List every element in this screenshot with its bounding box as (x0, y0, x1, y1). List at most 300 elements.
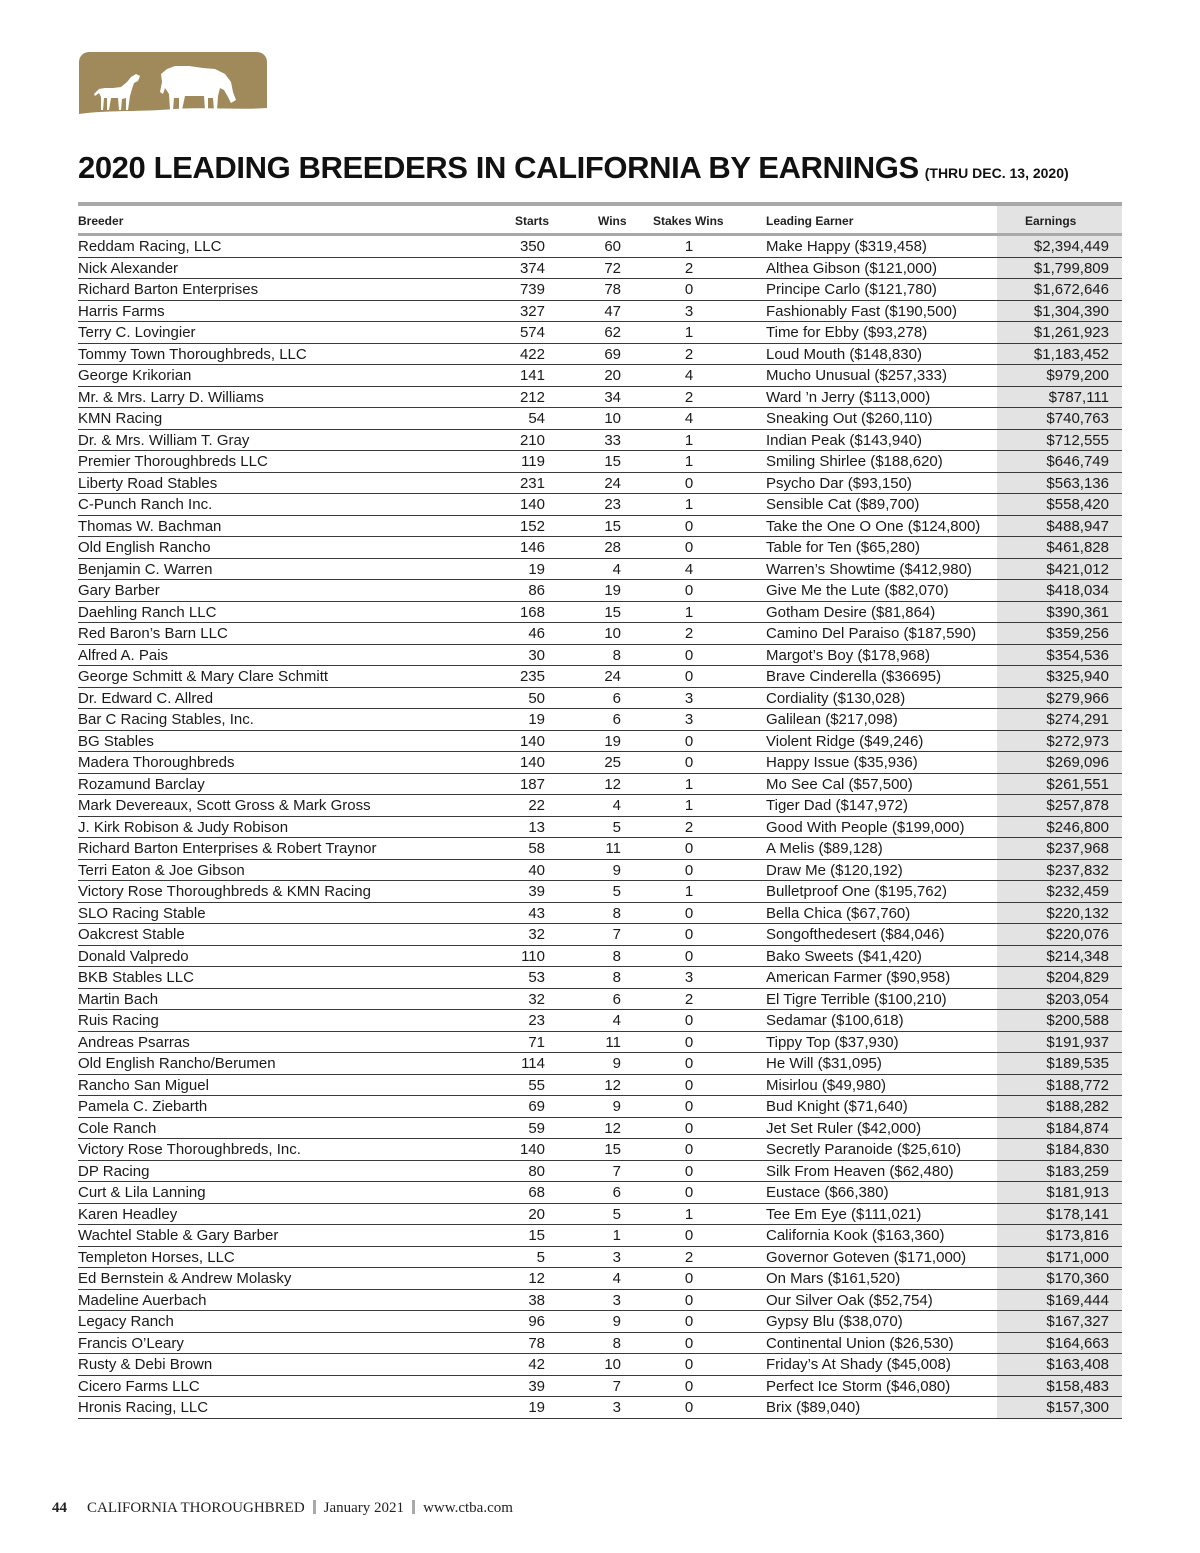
cell-breeder: Wachtel Stable & Gary Barber (78, 1227, 279, 1244)
cell-stakes-wins: 0 (684, 1033, 694, 1051)
cell-leading-earner: Sneaking Out ($260,110) (766, 410, 933, 427)
table-row (78, 903, 1122, 925)
cell-leading-earner: Mucho Unusual ($257,333) (766, 367, 947, 384)
table-row (78, 322, 1122, 344)
cell-breeder: Richard Barton Enterprises (78, 281, 259, 298)
cell-starts: 146 (519, 539, 545, 556)
cell-leading-earner: Tippy Top ($37,930) (766, 1033, 899, 1051)
table-row (78, 1290, 1122, 1312)
cell-earnings: $558,420 (1046, 496, 1109, 513)
cell-starts: 32 (528, 990, 545, 1008)
cell-wins: 12 (604, 1076, 621, 1094)
cell-breeder: Victory Rose Thoroughbreds & KMN Racing (78, 883, 371, 900)
cell-earnings: $158,483 (1046, 1377, 1109, 1395)
cell-leading-earner: Secretly Paranoide ($25,610) (766, 1141, 962, 1158)
cell-wins: 11 (605, 840, 621, 857)
header-earnings: Earnings (1025, 214, 1077, 228)
cell-earnings: $2,394,449 (1033, 238, 1109, 255)
cell-stakes-wins: 1 (684, 797, 694, 814)
cell-earnings: $461,828 (1046, 539, 1109, 556)
cell-wins: 9 (612, 1313, 621, 1330)
breeders-table (78, 202, 1122, 1419)
cell-stakes-wins: 1 (684, 603, 694, 621)
cell-stakes-wins: 0 (684, 1012, 694, 1029)
cell-stakes-wins: 2 (684, 345, 694, 363)
cell-leading-earner: Principe Carlo ($121,780) (766, 281, 937, 298)
cell-earnings: $272,973 (1046, 732, 1109, 750)
cell-leading-earner: Happy Issue ($35,936) (766, 754, 918, 771)
table-row (78, 1096, 1122, 1118)
cell-starts: 59 (528, 1119, 545, 1137)
cell-breeder: Hronis Racing, LLC (78, 1399, 209, 1416)
cell-stakes-wins: 0 (684, 646, 694, 664)
table-row (78, 1182, 1122, 1204)
cell-stakes-wins: 3 (684, 969, 694, 986)
cell-wins: 69 (604, 345, 621, 363)
cell-breeder: Madeline Auerbach (78, 1291, 207, 1309)
cell-starts: 46 (528, 625, 545, 642)
cell-wins: 24 (604, 474, 621, 492)
header-leading-earner: Leading Earner (766, 214, 854, 228)
cell-starts: 231 (519, 474, 545, 492)
cell-breeder: Victory Rose Thoroughbreds, Inc. (78, 1141, 301, 1158)
cell-earnings: $184,830 (1046, 1141, 1109, 1158)
cell-leading-earner: Continental Union ($26,530) (766, 1334, 954, 1352)
table-row (78, 365, 1122, 387)
cell-leading-earner: Bud Knight ($71,640) (766, 1098, 908, 1115)
cell-breeder: Reddam Racing, LLC (78, 238, 222, 255)
cell-stakes-wins: 2 (684, 818, 694, 836)
cell-starts: 50 (528, 689, 545, 707)
table-row (78, 795, 1122, 817)
cell-wins: 15 (604, 603, 621, 621)
cell-breeder: George Schmitt & Mary Clare Schmitt (78, 668, 329, 685)
cell-starts: 212 (519, 388, 545, 406)
cell-starts: 69 (528, 1098, 545, 1115)
cell-starts: 13 (528, 818, 545, 836)
table-row (78, 494, 1122, 516)
cell-leading-earner: Perfect Ice Storm ($46,080) (766, 1377, 951, 1395)
cell-starts: 53 (528, 969, 545, 986)
cell-wins: 8 (612, 1334, 621, 1352)
cell-earnings: $712,555 (1046, 431, 1109, 449)
cell-earnings: $488,947 (1046, 517, 1109, 535)
cell-leading-earner: On Mars ($161,520) (766, 1270, 901, 1287)
table-row (78, 258, 1122, 280)
cell-stakes-wins: 0 (684, 904, 694, 922)
table-row (78, 1161, 1122, 1183)
cell-breeder: Harris Farms (78, 302, 165, 320)
cell-wins: 10 (604, 625, 621, 642)
cell-breeder: Bar C Racing Stables, Inc. (78, 711, 254, 728)
cell-leading-earner: Eustace ($66,380) (766, 1184, 889, 1201)
cell-leading-earner: Misirlou ($49,980) (766, 1076, 887, 1094)
cell-wins: 8 (612, 646, 621, 664)
cell-leading-earner: Table for Ten ($65,280) (766, 539, 920, 556)
table-row (78, 1010, 1122, 1032)
cell-leading-earner: Althea Gibson ($121,000) (766, 259, 937, 277)
cell-leading-earner: Sedamar ($100,618) (766, 1012, 904, 1029)
cell-starts: 55 (528, 1076, 545, 1094)
cell-stakes-wins: 0 (684, 1184, 694, 1201)
cell-breeder: Karen Headley (78, 1205, 178, 1223)
cell-stakes-wins: 0 (684, 1119, 694, 1137)
cell-stakes-wins: 0 (684, 926, 694, 943)
cell-earnings: $189,535 (1046, 1055, 1109, 1072)
cell-earnings: $390,361 (1046, 603, 1109, 621)
cell-leading-earner: Tiger Dad ($147,972) (766, 797, 909, 814)
cell-earnings: $157,300 (1046, 1399, 1109, 1416)
cell-leading-earner: Galilean ($217,098) (766, 711, 898, 728)
cell-starts: 96 (528, 1313, 545, 1330)
cell-earnings: $214,348 (1046, 947, 1109, 965)
cell-starts: 86 (528, 582, 545, 599)
cell-earnings: $359,256 (1046, 625, 1109, 642)
cell-starts: 5 (536, 1248, 545, 1266)
cell-stakes-wins: 2 (684, 990, 694, 1008)
cell-earnings: $191,937 (1046, 1033, 1109, 1051)
cell-stakes-wins: 0 (684, 754, 694, 771)
table-row (78, 408, 1122, 430)
cell-starts: 54 (528, 410, 545, 427)
cell-starts: 43 (528, 904, 545, 922)
cell-earnings: $1,799,809 (1033, 259, 1109, 277)
cell-earnings: $979,200 (1046, 367, 1109, 384)
cell-breeder: Rozamund Barclay (78, 775, 205, 793)
cell-stakes-wins: 1 (684, 453, 694, 470)
table-row (78, 666, 1122, 688)
table-row (78, 1397, 1122, 1419)
table-row (78, 1333, 1122, 1355)
cell-earnings: $220,132 (1046, 904, 1109, 922)
cell-breeder: DP Racing (78, 1162, 150, 1180)
header-breeder: Breeder (78, 214, 124, 228)
cell-wins: 6 (612, 990, 621, 1008)
cell-breeder: Red Baron’s Barn LLC (78, 625, 228, 642)
cell-breeder: Old English Rancho/Berumen (78, 1055, 276, 1072)
cell-leading-earner: Make Happy ($319,458) (766, 238, 927, 255)
cell-stakes-wins: 0 (684, 1291, 694, 1309)
cell-stakes-wins: 0 (684, 1356, 694, 1373)
table-row (78, 752, 1122, 774)
cell-leading-earner: Good With People ($199,000) (766, 818, 965, 836)
cell-wins: 12 (604, 1119, 621, 1137)
cell-starts: 71 (528, 1033, 545, 1051)
table-row (78, 1311, 1122, 1333)
cell-leading-earner: Sensible Cat ($89,700) (766, 496, 920, 513)
cell-breeder: Rancho San Miguel (78, 1076, 209, 1094)
cell-starts: 19 (528, 560, 545, 578)
cell-earnings: $183,259 (1046, 1162, 1109, 1180)
cell-wins: 72 (604, 259, 621, 277)
cell-stakes-wins: 4 (684, 410, 694, 427)
cell-leading-earner: Jet Set Ruler ($42,000) (766, 1119, 922, 1137)
footer-divider (412, 1500, 415, 1514)
cell-wins: 4 (612, 1270, 621, 1287)
issue-date: January 2021 (323, 1500, 405, 1516)
table-row (78, 1247, 1122, 1269)
cell-stakes-wins: 0 (684, 517, 694, 535)
cell-starts: 574 (519, 324, 545, 341)
cell-wins: 20 (604, 367, 621, 384)
cell-starts: 152 (519, 517, 545, 535)
cell-breeder: Donald Valpredo (78, 947, 189, 965)
cell-starts: 12 (528, 1270, 545, 1287)
table-row (78, 473, 1122, 495)
cell-starts: 19 (528, 1399, 545, 1416)
cell-breeder: Daehling Ranch LLC (78, 603, 217, 621)
cell-stakes-wins: 0 (684, 732, 694, 750)
cell-breeder: Cicero Farms LLC (78, 1377, 200, 1395)
cell-starts: 140 (519, 754, 545, 771)
cell-wins: 4 (612, 560, 621, 578)
cell-stakes-wins: 3 (684, 302, 694, 320)
cell-breeder: Curt & Lila Lanning (78, 1184, 206, 1201)
cell-stakes-wins: 1 (684, 324, 694, 341)
cell-starts: 30 (528, 646, 545, 664)
cell-wins: 15 (604, 453, 621, 470)
table-row (78, 838, 1122, 860)
cell-wins: 34 (604, 388, 621, 406)
cell-starts: 422 (519, 345, 545, 363)
cell-breeder: Mr. & Mrs. Larry D. Williams (78, 388, 264, 406)
cell-leading-earner: Brix ($89,040) (766, 1399, 861, 1416)
cell-stakes-wins: 0 (684, 1313, 694, 1330)
table-row (78, 1032, 1122, 1054)
table-body (78, 236, 1122, 1419)
cell-stakes-wins: 0 (684, 1055, 694, 1072)
table-row (78, 451, 1122, 473)
cell-wins: 47 (604, 302, 621, 320)
cell-leading-earner: Friday’s At Shady ($45,008) (766, 1356, 951, 1373)
cell-earnings: $188,282 (1046, 1098, 1109, 1115)
table-row (78, 645, 1122, 667)
cell-breeder: BG Stables (78, 732, 154, 750)
cell-starts: 141 (519, 367, 545, 384)
cell-breeder: Richard Barton Enterprises & Robert Traynor (78, 840, 377, 857)
cell-wins: 6 (612, 689, 621, 707)
table-row (78, 1376, 1122, 1398)
table-row (78, 1268, 1122, 1290)
cell-earnings: $181,913 (1046, 1184, 1109, 1201)
cell-leading-earner: Gypsy Blu ($38,070) (766, 1313, 903, 1330)
cell-earnings: $646,749 (1046, 453, 1109, 470)
table-row (78, 881, 1122, 903)
cell-breeder: Alfred A. Pais (78, 646, 169, 664)
cell-earnings: $354,536 (1046, 646, 1109, 664)
cell-wins: 3 (612, 1248, 621, 1266)
header-starts: Starts (515, 214, 550, 228)
cell-earnings: $325,940 (1046, 668, 1109, 685)
cell-stakes-wins: 0 (684, 582, 694, 599)
cell-leading-earner: Give Me the Lute ($82,070) (766, 582, 949, 599)
table-row (78, 279, 1122, 301)
table-row (78, 387, 1122, 409)
cell-stakes-wins: 1 (684, 775, 694, 793)
cell-leading-earner: Our Silver Oak ($52,754) (766, 1291, 933, 1309)
cell-earnings: $421,012 (1046, 560, 1109, 578)
cell-stakes-wins: 0 (684, 1377, 694, 1395)
ctba-logo (79, 52, 267, 118)
cell-earnings: $173,816 (1046, 1227, 1109, 1244)
cell-wins: 15 (604, 1141, 621, 1158)
cell-leading-earner: Psycho Dar ($93,150) (766, 474, 912, 492)
cell-leading-earner: Bella Chica ($67,760) (766, 904, 911, 922)
cell-wins: 9 (612, 1055, 621, 1072)
cell-breeder: Premier Thoroughbreds LLC (78, 453, 268, 470)
cell-earnings: $163,408 (1046, 1356, 1109, 1373)
cell-wins: 62 (604, 324, 621, 341)
cell-starts: 32 (528, 926, 545, 943)
table-row (78, 1118, 1122, 1140)
website-link[interactable]: www.ctba.com (423, 1500, 513, 1516)
cell-leading-earner: Gotham Desire ($81,864) (766, 603, 936, 621)
cell-breeder: Oakcrest Stable (78, 926, 185, 943)
cell-stakes-wins: 2 (684, 388, 694, 406)
cell-starts: 110 (521, 947, 545, 965)
cell-wins: 8 (612, 904, 621, 922)
cell-stakes-wins: 2 (684, 1248, 694, 1266)
cell-wins: 5 (612, 818, 621, 836)
cell-starts: 350 (519, 238, 545, 255)
cell-breeder: Francis O’Leary (78, 1334, 184, 1352)
cell-starts: 23 (528, 1012, 545, 1029)
cell-earnings: $563,136 (1046, 474, 1109, 492)
table-row (78, 709, 1122, 731)
cell-wins: 19 (604, 582, 621, 599)
cell-earnings: $188,772 (1046, 1076, 1109, 1094)
cell-starts: 235 (519, 668, 545, 685)
cell-stakes-wins: 0 (684, 281, 694, 298)
cell-stakes-wins: 0 (684, 1098, 694, 1115)
cell-wins: 12 (604, 775, 621, 793)
cell-breeder: C-Punch Ranch Inc. (78, 496, 213, 513)
cell-breeder: J. Kirk Robison & Judy Robison (78, 818, 289, 836)
cell-leading-earner: Warren’s Showtime ($412,980) (766, 560, 972, 578)
cell-breeder: Pamela C. Ziebarth (78, 1098, 208, 1115)
table-row (78, 623, 1122, 645)
cell-wins: 11 (605, 1033, 621, 1051)
cell-wins: 5 (612, 883, 621, 900)
cell-stakes-wins: 0 (684, 539, 694, 556)
cell-starts: 210 (519, 431, 545, 449)
cell-leading-earner: Tee Em Eye ($111,021) (766, 1205, 922, 1223)
cell-breeder: Legacy Ranch (78, 1313, 174, 1330)
cell-stakes-wins: 3 (684, 711, 694, 728)
cell-breeder: Thomas W. Bachman (78, 517, 222, 535)
cell-starts: 58 (528, 840, 545, 857)
cell-leading-earner: Governor Goteven ($171,000) (766, 1248, 967, 1266)
cell-breeder: Benjamin C. Warren (78, 560, 213, 578)
cell-leading-earner: Time for Ebby ($93,278) (766, 324, 928, 341)
cell-earnings: $237,832 (1046, 861, 1109, 879)
cell-wins: 78 (604, 281, 621, 298)
cell-stakes-wins: 0 (684, 1076, 694, 1094)
cell-leading-earner: Camino Del Paraiso ($187,590) (766, 625, 977, 642)
cell-starts: 119 (521, 453, 545, 470)
cell-wins: 24 (604, 668, 621, 685)
cell-breeder: Dr. Edward C. Allred (78, 689, 214, 707)
cell-earnings: $1,183,452 (1033, 345, 1109, 363)
cell-leading-earner: Fashionably Fast ($190,500) (766, 302, 957, 320)
cell-leading-earner: Cordiality ($130,028) (766, 689, 906, 707)
title-date-range: (THRU DEC. 13, 2020) (924, 165, 1069, 181)
cell-starts: 78 (528, 1334, 545, 1352)
table-row (78, 1225, 1122, 1247)
cell-earnings: $169,444 (1046, 1291, 1109, 1309)
cell-wins: 7 (612, 1162, 621, 1180)
cell-starts: 68 (528, 1184, 545, 1201)
cell-wins: 10 (604, 1356, 621, 1373)
cell-starts: 140 (519, 732, 545, 750)
cell-wins: 7 (612, 1377, 621, 1395)
table-row (78, 860, 1122, 882)
table-row (78, 817, 1122, 839)
cell-stakes-wins: 0 (684, 840, 694, 857)
header-wins: Wins (598, 214, 627, 228)
cell-stakes-wins: 0 (684, 861, 694, 879)
cell-earnings: $269,096 (1046, 754, 1109, 771)
mare-and-foal-icon (79, 52, 267, 118)
table-row (78, 731, 1122, 753)
cell-earnings: $279,966 (1046, 689, 1109, 707)
cell-breeder: Nick Alexander (78, 259, 179, 277)
cell-stakes-wins: 0 (684, 1141, 694, 1158)
table-row (78, 430, 1122, 452)
cell-stakes-wins: 0 (684, 1270, 694, 1287)
table-row (78, 580, 1122, 602)
cell-leading-earner: El Tigre Terrible ($100,210) (766, 990, 947, 1008)
cell-leading-earner: Violent Ridge ($49,246) (766, 732, 924, 750)
page-footer (52, 1500, 513, 1517)
cell-earnings: $274,291 (1046, 711, 1109, 728)
cell-leading-earner: Smiling Shirlee ($188,620) (766, 453, 943, 470)
cell-earnings: $237,968 (1046, 840, 1109, 857)
cell-starts: 374 (519, 259, 545, 277)
cell-starts: 39 (528, 1377, 545, 1395)
header-stakes-wins: Stakes Wins (653, 214, 724, 228)
table-row (78, 1075, 1122, 1097)
cell-stakes-wins: 4 (684, 367, 694, 384)
table-row (78, 301, 1122, 323)
cell-stakes-wins: 0 (684, 947, 694, 965)
cell-starts: 20 (528, 1205, 545, 1223)
cell-stakes-wins: 0 (684, 474, 694, 492)
cell-breeder: Liberty Road Stables (78, 474, 218, 492)
cell-earnings: $257,878 (1046, 797, 1109, 814)
cell-stakes-wins: 0 (684, 1227, 694, 1244)
cell-starts: 42 (528, 1356, 545, 1373)
cell-breeder: Tommy Town Thoroughbreds, LLC (78, 345, 307, 363)
cell-stakes-wins: 3 (684, 689, 694, 707)
cell-earnings: $171,000 (1046, 1248, 1109, 1266)
cell-stakes-wins: 0 (684, 1162, 694, 1180)
cell-wins: 6 (612, 711, 621, 728)
cell-leading-earner: Songofthedesert ($84,046) (766, 926, 945, 943)
cell-starts: 22 (528, 797, 545, 814)
cell-breeder: Templeton Horses, LLC (78, 1248, 235, 1266)
cell-leading-earner: He Will ($31,095) (766, 1055, 882, 1072)
cell-stakes-wins: 0 (684, 1399, 694, 1416)
cell-starts: 15 (528, 1227, 545, 1244)
cell-starts: 114 (521, 1055, 545, 1072)
cell-leading-earner: Loud Mouth ($148,830) (766, 345, 922, 363)
cell-breeder: Gary Barber (78, 582, 160, 599)
cell-leading-earner: Bulletproof One ($195,762) (766, 883, 947, 900)
cell-breeder: George Krikorian (78, 367, 192, 384)
cell-wins: 28 (604, 539, 621, 556)
cell-leading-earner: Brave Cinderella ($36695) (766, 668, 942, 685)
